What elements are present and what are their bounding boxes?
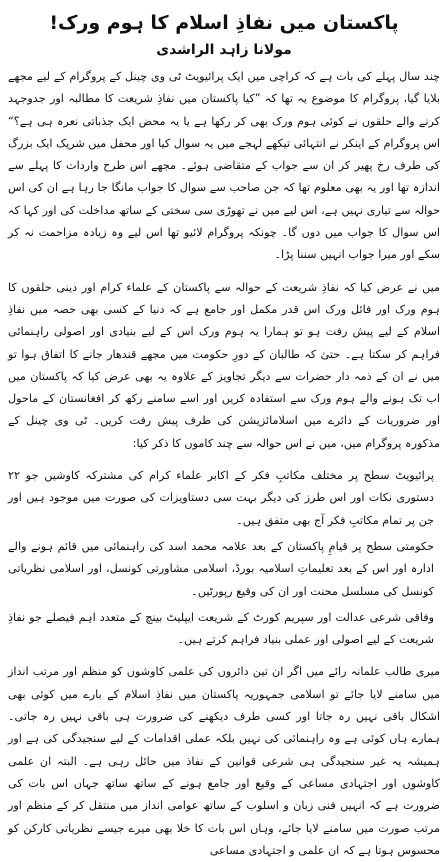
intro-paragraph: چند سال پہلے کی بات ہے کہ کراچی میں ایک پرائیویٹ ٹی وی چینل کے پروگرام کے لیے مجھے بلایا گیا، پروگرام کا موضوع یہ تھا کہ ”کیا پاکستان میں نفاذِ شریعت کا مطالبہ اور جدوجہد کرنے والے حلقوں نے کوئی ہوم ورک بھی کر رکھا ہے یا یہ محض ایک جذباتی نعرہ ہی ہے؟“ اس پروگرام کے اینکر نے انتہائی تیکھے لہجے میں یہ سوال کیا اور محفل میں شریک ایک بزرگ کی طرف رخ پھیر کر ان سے جواب کے متقاضی ہوئے۔ مجھے اس طرح واردات کا پہلے سے اندازہ تھا اور یہ بھی معلوم تھا کہ جن صاحب سے سوال کا جواب مانگا جا رہا ہے ان کی اس حوالہ سے تیاری نہیں ہے، اس لیے میں نے تھوڑی سی سختی کے ساتھ مداخلت کی اور کہا کہ اس سوال کا جواب میں دوں گا۔ چونکہ پروگرام لائیو تھا اس لیے وہ زیادہ مزاحمت نہ کر سکے اور میرا جواب انہیں سننا پڑا۔ — [8, 70, 440, 262]
closing-paragraph: میری طالب علمانہ رائے میں اگر ان تین دائروں کی علمی کاوشوں کو منظم اور مرتب انداز میں سامنے لایا جائے تو اسلامی جمہوریہ پاکستان میں نفاذِ اسلام کے بارے میں کوئی بھی اشکال باقی نہیں رہ جاتا اور کسی طرف دیکھنے کی ضرورت ہی باقی نہیں رہ جاتی۔ ہمارے ہاں کوئی ہے وہ راہنمائی کی نہیں بلکہ عملی اقدامات کے لیے سنجیدگی کی ہے اور ہمیشہ یہ غیر سنجیدگی ہی شرعی قوانین کے نفاذ میں حائل رہی ہے۔ البتہ ان علمی کاوشوں اور اجتہادی مساعی کے وقیع اور جامع ہونے کے ساتھ ساتھ جہاں اس بات کی ضرورت ہے کہ انہیں فنی زبان و اسلوب کے ساتھ عوامی انداز میں منتقل کر کے منظم اور مرتب صورت میں سامنے لایا جائے، وہاں اس بات کا خلا بھی میرے جیسے نظریاتی کارکن کو محسوس ہوتا ہے کہ ان علمی و اجتہادی مساعی — [8, 665, 440, 857]
list-item: حکومتی سطح پر قیامِ پاکستان کے بعد علامہ محمد اسد کی راہنمائی میں قائم ہونے والے ادارہ اور اس کے بعد تعلیماتِ اسلامیہ بورڈ، اسلامی مشاورتی کونسل، اور اسلامی نظریاتی کونسل کی مسلسل محنت اور ان کی وقیع رپورٹیں۔ — [8, 539, 434, 598]
article-author: مولانا زاہد الراشدی — [156, 42, 292, 58]
list-item: وفاقی شرعی عدالت اور سپریم کورٹ کے شریعت ایپلیٹ بینچ کے متعدد اہم فیصلے جو نفاذِ شریعت کے لیے اصولی اور عملی بنیاد فراہم کرتے ہیں۔ — [8, 610, 434, 647]
list-item: پرائیویٹ سطح پر مختلف مکاتبِ فکر کے اکابر علماء کرام کی مشترکہ کاوشیں جو ۲۲ دستوری نکات اور اس طرز کی دیگر بہت سی دستاویزات کی صورت میں موجود ہیں اور جن پر تمام مکاتبِ فکر آج بھی متفق ہیں۔ — [8, 469, 434, 527]
response-paragraph: میں نے عرض کیا کہ نفاذِ شریعت کے حوالہ سے پاکستان کے علماء کرام اور دینی حلقوں کا ہوم ورک اور فائل ورک اس قدر مکمل اور جامع ہے کہ دنیا کے کسی بھی حصہ میں نفاذِ اسلام کے لیے پیش رفت ہو تو ہمارا یہ ہوم ورک اس کے لیے بنیادی اور اصولی راہنمائی فراہم کر سکتا ہے۔ حتیٰ کہ طالبان کے دورِ حکومت میں مجھے قندھار جانے کا اتفاق ہوا تو میں نے ان کے ذمہ دار حضرات سے دیگر تجاویز کے علاوہ یہ بھی عرض کیا کہ پاکستان میں اب تک ہونے والے ہوم ورک سے استفادہ کریں اور اسے سامنے رکھ کر افغانستان کے ماحول اور ضروریات کے دائرے میں اسلامائزیشن کی طرف پیش رفت کریں۔ ٹی وی چینل کے مذکورہ پروگرام میں، میں نے اس حوالہ سے چند کاموں کا ذکر کیا: — [8, 280, 440, 450]
article-title: پاکستان میں نفاذِ اسلام کا ہوم ورک! — [49, 12, 399, 34]
